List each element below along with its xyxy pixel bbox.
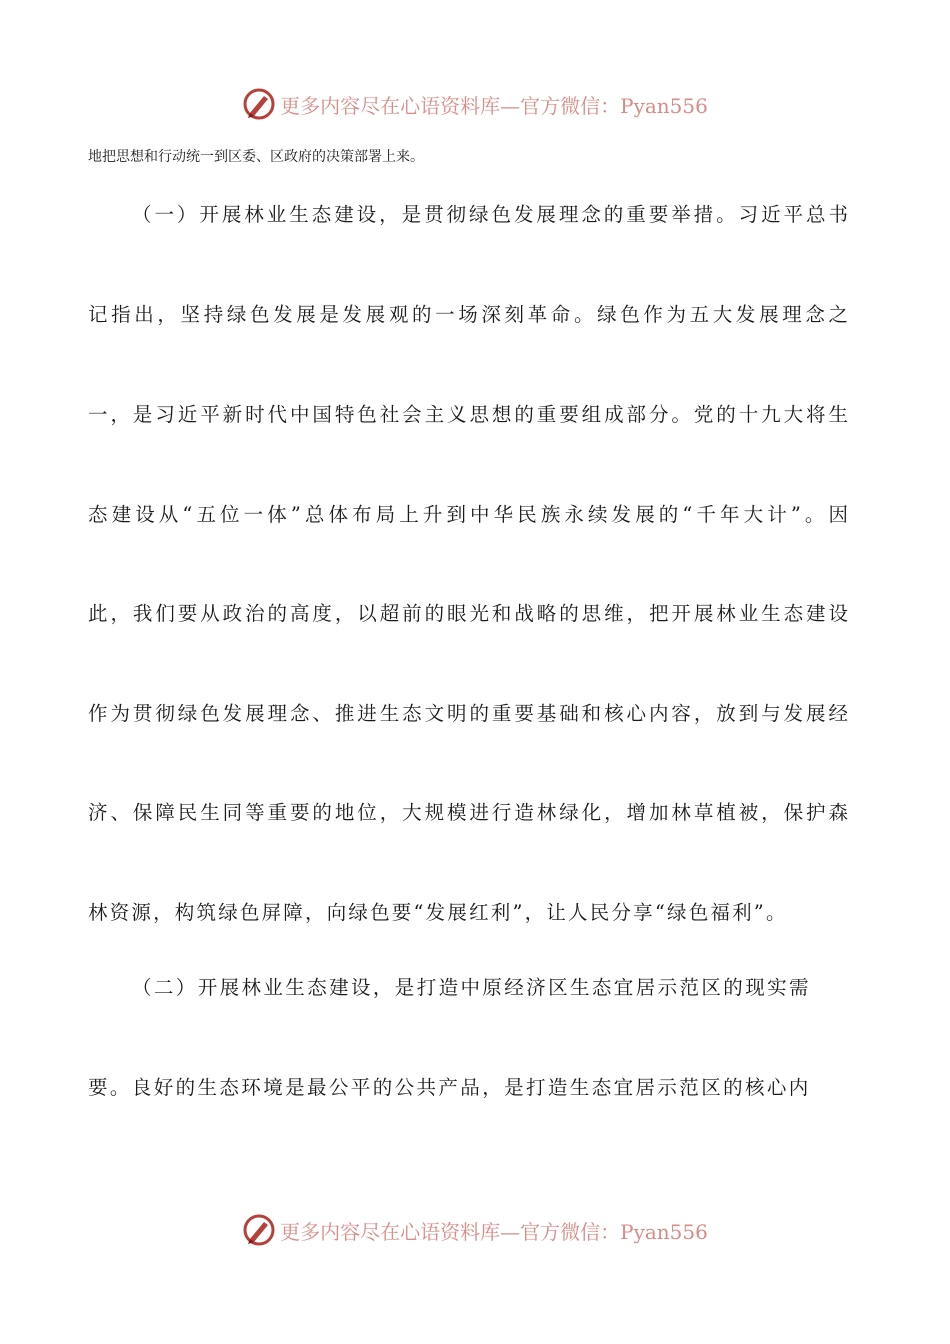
watermark-main-text: 更多内容尽在心语资料库: [280, 1219, 501, 1244]
header-watermark: [0, 84, 950, 124]
paragraph-line: 记指出，坚持绿色发展是发展观的一场深刻革命。绿色作为五大发展理念之: [88, 303, 848, 326]
paragraph-line: 要。良好的生态环境是最公平的公共产品，是打造生态宜居示范区的核心内: [88, 1076, 811, 1099]
watermark-sub-text: —官方微信：Pyan556: [500, 1219, 708, 1244]
continuation-line: 地把思想和行动统一到区委、区政府的决策部署上来。: [88, 149, 424, 165]
watermark-text: [280, 90, 708, 119]
paragraph-line: 此，我们要从政治的高度，以超前的眼光和战略的思维，把开展林业生态建设: [88, 602, 848, 625]
paragraph-line: 林资源，构筑绿色屏障，向绿色要“发展红利”，让人民分享“绿色福利”。: [88, 901, 788, 924]
watermark-sub-text: —官方微信：Pyan556: [500, 93, 708, 118]
pen-logo-icon: [242, 1213, 276, 1247]
paragraph-line: 济、保障民生同等重要的地位，大规模进行造林绿化，增加林草植被，保护森: [88, 801, 848, 824]
footer-watermark: [0, 1210, 950, 1250]
watermark-main-text: 更多内容尽在心语资料库: [280, 93, 501, 118]
watermark-text: [280, 1216, 708, 1245]
paragraph-line: （二）开展林业生态建设，是打造中原经济区生态宜居示范区的现实需: [132, 976, 811, 999]
paragraph-line: 作为贯彻绿色发展理念、推进生态文明的重要基础和核心内容，放到与发展经: [88, 702, 848, 725]
paragraph-line: 一，是习近平新时代中国特色社会主义思想的重要组成部分。党的十九大将生: [88, 403, 848, 426]
paragraph-line: 态建设从“五位一体”总体布局上升到中华民族永续发展的“千年大计”。因: [88, 503, 848, 526]
paragraph-line: （一）开展林业生态建设，是贯彻绿色发展理念的重要举措。习近平总书: [132, 203, 848, 226]
pen-logo-icon: [242, 87, 276, 121]
